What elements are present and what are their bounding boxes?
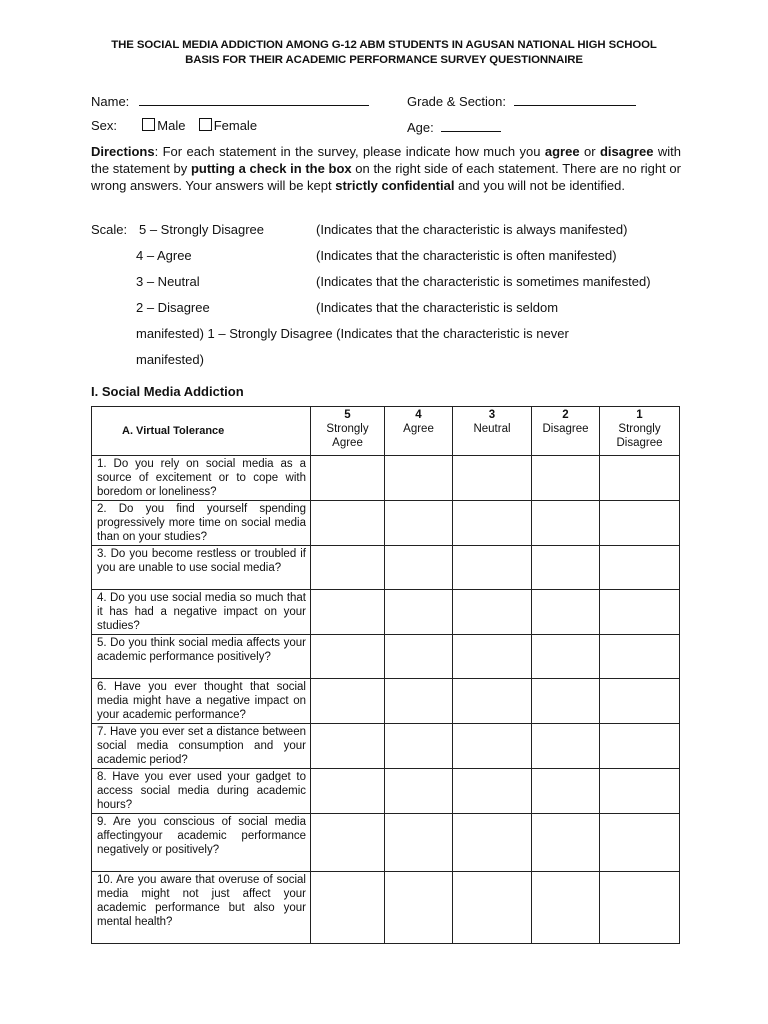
answer-cell[interactable]	[600, 724, 680, 769]
answer-cell[interactable]	[453, 546, 532, 590]
male-checkbox[interactable]	[142, 118, 155, 131]
female-checkbox[interactable]	[199, 118, 212, 131]
column-header-3	[453, 407, 532, 456]
answer-cell[interactable]	[532, 814, 600, 872]
age-field[interactable]	[441, 118, 501, 132]
answer-cell[interactable]	[532, 590, 600, 635]
answer-cell[interactable]	[532, 546, 600, 590]
question-text: 3. Do you become restless or troubled if you are unable to use social media?	[92, 546, 311, 590]
table-row	[92, 724, 680, 769]
question-text: 9. Are you conscious of social media affectingyour academic performance negatively or positively?	[92, 814, 311, 872]
answer-cell[interactable]	[600, 501, 680, 546]
title-line-1: THE SOCIAL MEDIA ADDICTION AMONG G-12 ABM STUDENTS IN AGUSAN NATIONAL HIGH SCHOOL	[111, 39, 657, 51]
answer-cell[interactable]	[311, 724, 385, 769]
answer-cell[interactable]	[453, 456, 532, 501]
column-number: 3	[488, 409, 496, 421]
directions-text: : For each statement in the survey, please indicate how much you	[154, 144, 545, 159]
column-label: Agree	[403, 423, 434, 435]
table-row	[92, 501, 680, 546]
answer-cell[interactable]	[600, 590, 680, 635]
answer-cell[interactable]	[311, 814, 385, 872]
title-line-2: BASIS FOR THEIR ACADEMIC PERFORMANCE SURVEY QUESTIONNAIRE	[185, 54, 583, 66]
answer-cell[interactable]	[453, 814, 532, 872]
table-row	[92, 635, 680, 679]
answer-cell[interactable]	[453, 769, 532, 814]
column-number: 1	[636, 409, 643, 421]
answer-cell[interactable]	[385, 501, 453, 546]
column-label: Disagree	[542, 423, 589, 435]
column-label: Strongly Disagree	[616, 423, 663, 449]
female-label: Female	[213, 118, 258, 133]
answer-cell[interactable]	[532, 724, 600, 769]
scale-desc-3: (Indicates that the characteristic is sometimes manifested)	[316, 274, 651, 289]
answer-cell[interactable]	[311, 456, 385, 501]
answer-cell[interactable]	[453, 724, 532, 769]
name-label: Name:	[91, 94, 130, 109]
answer-cell[interactable]	[453, 679, 532, 724]
directions-lead: Directions	[91, 144, 155, 159]
answer-cell[interactable]	[600, 769, 680, 814]
question-text: 2. Do you find yourself spending progressively more time on social media than on your studies?	[92, 501, 311, 546]
column-label: Neutral	[473, 423, 511, 435]
grade-section-field[interactable]	[514, 92, 636, 106]
answer-cell[interactable]	[453, 501, 532, 546]
grade-row	[407, 92, 636, 110]
scale-desc-5: (Indicates that the characteristic is always manifested)	[316, 222, 628, 237]
answer-cell[interactable]	[600, 456, 680, 501]
question-text: 6. Have you ever thought that social media might have a negative impact on your academic performance?	[92, 679, 311, 724]
directions-text: on the right side of each statement. There are no right or wrong answers. Your answers will be kept	[91, 161, 681, 193]
scale-desc-4: (Indicates that the characteristic is often manifested)	[316, 248, 617, 263]
answer-cell[interactable]	[532, 679, 600, 724]
table-row	[92, 546, 680, 590]
table-row	[92, 872, 680, 944]
question-text: 10. Are you aware that overuse of social media might not just affect your academic performance but also your mental health?	[92, 872, 311, 944]
scale-term-5: 5 – Strongly Disagree	[139, 222, 265, 237]
answer-cell[interactable]	[385, 724, 453, 769]
answer-cell[interactable]	[453, 872, 532, 944]
column-header-2	[532, 407, 600, 456]
question-text: 1. Do you rely on social media as a source of excitement or to cope with boredom or loneliness?	[92, 456, 311, 501]
section-title: I. Social Media Addiction	[91, 384, 244, 399]
column-number: 5	[344, 409, 351, 421]
answer-cell[interactable]	[385, 590, 453, 635]
answer-cell[interactable]	[311, 546, 385, 590]
table-header-row	[92, 407, 680, 456]
survey-table	[91, 406, 680, 944]
grade-label: Grade & Section:	[407, 94, 506, 109]
directions-disagree: disagree	[599, 144, 654, 159]
answer-cell[interactable]	[311, 679, 385, 724]
directions-text: or	[579, 144, 600, 159]
column-label: Strongly Agree	[326, 423, 369, 449]
answer-cell[interactable]	[311, 501, 385, 546]
column-number: 2	[562, 409, 569, 421]
answer-cell[interactable]	[385, 814, 453, 872]
answer-cell[interactable]	[532, 501, 600, 546]
answer-cell[interactable]	[600, 546, 680, 590]
answer-cell[interactable]	[532, 769, 600, 814]
answer-cell[interactable]	[385, 456, 453, 501]
column-header-5	[311, 407, 385, 456]
answer-cell[interactable]	[385, 546, 453, 590]
table-row	[92, 814, 680, 872]
column-number: 4	[415, 409, 422, 421]
question-text: 7. Have you ever set a distance between social media consumption and your academic period?	[92, 724, 311, 769]
age-label: Age:	[407, 120, 434, 135]
answer-cell[interactable]	[385, 872, 453, 944]
directions-confidential: strictly confidential	[335, 178, 455, 193]
table-row	[92, 590, 680, 635]
answer-cell[interactable]	[532, 872, 600, 944]
question-text: 5. Do you think social media affects your academic performance positively?	[92, 635, 311, 679]
scale-term-2: 2 – Disagree	[136, 300, 210, 315]
answer-cell[interactable]	[385, 635, 453, 679]
answer-cell[interactable]	[600, 814, 680, 872]
sex-row	[91, 118, 257, 134]
document-title	[60, 38, 708, 68]
directions-agree: agree	[544, 144, 580, 159]
male-label: Male	[157, 118, 186, 133]
table-row	[92, 769, 680, 814]
age-row	[407, 118, 501, 136]
scale-label: Scale:	[91, 222, 128, 237]
scale-line-6: manifested)	[136, 352, 204, 367]
directions-check: putting a check in the box	[190, 161, 352, 176]
question-text: 4. Do you use social media so much that it has had a negative impact on your studies?	[92, 590, 311, 635]
answer-cell[interactable]	[532, 635, 600, 679]
sex-label: Sex:	[91, 118, 118, 133]
scale-term-3: 3 – Neutral	[136, 274, 200, 289]
directions-text: with the statement by	[91, 144, 681, 176]
column-header-4	[385, 407, 453, 456]
category-header: A. Virtual Tolerance	[92, 407, 311, 456]
name-field[interactable]	[139, 92, 369, 106]
answer-cell[interactable]	[311, 635, 385, 679]
answer-cell[interactable]	[532, 456, 600, 501]
answer-cell[interactable]	[311, 769, 385, 814]
answer-cell[interactable]	[600, 872, 680, 944]
answer-cell[interactable]	[385, 769, 453, 814]
answer-cell[interactable]	[385, 679, 453, 724]
directions-paragraph	[91, 143, 681, 194]
answer-cell[interactable]	[453, 590, 532, 635]
column-header-1	[600, 407, 680, 456]
answer-cell[interactable]	[453, 635, 532, 679]
scale-line-5: manifested) 1 – Strongly Disagree (Indicates that the characteristic is never	[136, 326, 569, 341]
answer-cell[interactable]	[600, 635, 680, 679]
answer-cell[interactable]	[600, 679, 680, 724]
scale-term-4: 4 – Agree	[136, 248, 192, 263]
directions-text: and you will not be identified.	[454, 178, 625, 193]
scale-desc-2: (Indicates that the characteristic is seldom	[316, 300, 559, 315]
table-row	[92, 456, 680, 501]
question-text: 8. Have you ever used your gadget to access social media during academic hours?	[92, 769, 311, 814]
name-row	[91, 92, 369, 110]
answer-cell[interactable]	[311, 590, 385, 635]
answer-cell[interactable]	[311, 872, 385, 944]
table-row	[92, 679, 680, 724]
